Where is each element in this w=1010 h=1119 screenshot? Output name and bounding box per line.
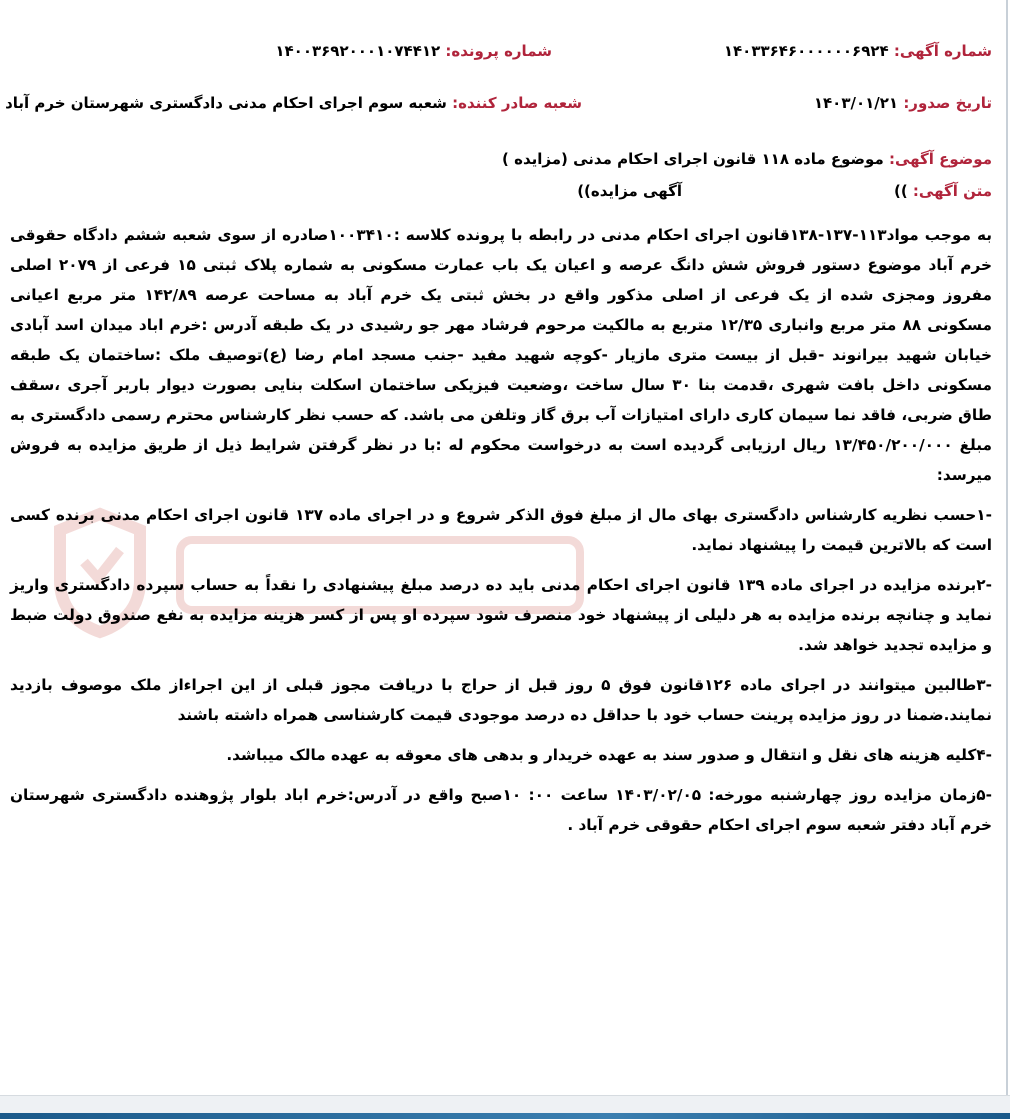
ad-number-value: ۱۴۰۳۳۶۴۶۰۰۰۰۰۰۶۹۲۴ bbox=[723, 42, 889, 60]
issue-date-label: تاریخ صدور: bbox=[903, 94, 992, 112]
ad-text-label: متن آگهی: bbox=[912, 182, 992, 200]
issuer bbox=[5, 94, 582, 112]
condition-5: -۵زمان مزایده روز چهارشنبه مورخه: ۱۴۰۳/۰۲/۰۵ ساعت ۰۰: ۱۰صبح واقع در آدرس:خرم اباد بلوار پژوهنده دادگستری شهرستان خرم آباد دفتر شعبه سوم اجرای احکام حقوقی خرم آباد . bbox=[10, 786, 992, 834]
case-number-value: ۱۴۰۰۳۶۹۲۰۰۰۱۰۷۴۴۱۲ bbox=[275, 42, 441, 60]
ad-text-title: آگهی مزایده)) bbox=[577, 182, 682, 200]
header-row-2 bbox=[5, 80, 992, 132]
ad-text-row bbox=[10, 176, 992, 220]
ad-number-label: شماره آگهی: bbox=[893, 42, 992, 60]
subject-value: موضوع ماده ۱۱۸ قانون اجرای احکام مدنی (مزایده ) bbox=[502, 150, 884, 168]
issue-date bbox=[814, 94, 992, 112]
issuer-label: شعبه صادر کننده: bbox=[452, 94, 582, 112]
condition-4: -۴کلیه هزینه های نقل و انتقال و صدور سند به عهده خریدار و بدهی های معوقه به عهده مالک میباشد. bbox=[226, 746, 992, 764]
main-paragraph: به موجب مواد۱۱۳-۱۳۷-۱۳۸قانون اجرای احکام مدنی در رابطه با پرونده کلاسه :۱۰۰۳۴۱۰صادره از سوی شعبه ششم دادگاه حقوقی خرم آباد موضوع دستور فروش شش دانگ عرصه و اعیان یک باب عمارت مسکونی به شماره پلاک ثبتی ۱۵ فرعی از ۲۰۷۹ اصلی مفروز ومجزی شده از یک فرعی از اصلی مذکور واقع در بخش ثبتی یک خرم آباد به مساحت عرصه ۱۴۲/۸۹ متر مربع اعیانی مسکونی ۸۸ متر مربع وانباری ۱۲/۳۵ متربع به مالکیت مرحوم فرشاد مهر جو رشیدی در یک طبقه آدرس :خرم اباد میدان اسد آبادی خیابان شهید بیرانوند -قبل از بیست متری مازیار -کوچه شهید مفید -جنب مسجد امام رضا (ع)توصیف ملک :ساختمان یک طبقه مسکونی داخل بافت شهری ،قدمت بنا ۳۰ سال ساخت ،وضعیت فیزیکی ساختمان اسکلت بنایی بصورت دیوار باربر آجری ،سقف طاق ضربی، فاقد نما سیمان کاری دارای امتیازات آب برق گاز وتلفن می باشد. که حسب نظر کارشناس محترم رسمی دادگستری به مبلغ ۱۳/۴۵۰/۲۰۰/۰۰۰ ریال ارزیابی گردیده است به درخواست محکوم له :با در نظر گرفتن شرایط ذیل از طریق مزایده به فروش میرسد: bbox=[10, 226, 993, 484]
subject bbox=[502, 150, 992, 168]
header-row-1 bbox=[10, 28, 992, 80]
subject-label: موضوع آگهی: bbox=[888, 150, 992, 168]
ad-content bbox=[5, 28, 993, 850]
condition-2: -۲برنده مزایده در اجرای ماده ۱۳۹ قانون اجرای احکام مدنی باید ده درصد مبلغ پیشنهادی را نقداً به حساب سپرده دادگستری واریز نماید و چنانچه برنده مزایده به هر دلیلی از پیشنهاد خود منصرف شود سپرده او پس از کسر هزینه مزایده به نفع صندوق دولت ضبط و مزایده تجدید خواهد شد. bbox=[10, 576, 992, 654]
ad-text-open: )) bbox=[893, 182, 908, 200]
issuer-value: شعبه سوم اجرای احکام مدنی دادگستری شهرستان خرم آباد bbox=[5, 94, 447, 112]
case-number-label: شماره پرونده: bbox=[445, 42, 552, 60]
condition-3: -۳طالبین میتوانند در اجرای ماده ۱۲۶قانون فوق ۵ روز قبل از حراج با دریافت مجوز قبلی از این اجراءاز ملک موصوف بازدید نمایند.ضمنا در روز مزایده پرینت حساب خود با حداقل ده درصد موجودی قیمت کارشناسی همراه داشته باشند bbox=[10, 676, 992, 724]
window-bottom-bar bbox=[0, 1095, 1010, 1119]
condition-1: -۱حسب نظریه کارشناس دادگستری بهای مال از مبلغ فوق الذکر شروع و در اجرای ماده ۱۳۷ قانون اجرای احکام مدنی برنده کسی است که بالاترین قیمت را پیشنهاد نماید. bbox=[10, 506, 992, 554]
ad-text-label-group bbox=[894, 182, 992, 200]
issue-date-value: ۱۴۰۳/۰۱/۲۱ bbox=[813, 94, 899, 112]
subject-row bbox=[10, 136, 992, 176]
taskbar-strip bbox=[0, 1113, 1010, 1119]
ad-number bbox=[724, 42, 992, 60]
case-number bbox=[275, 42, 552, 60]
